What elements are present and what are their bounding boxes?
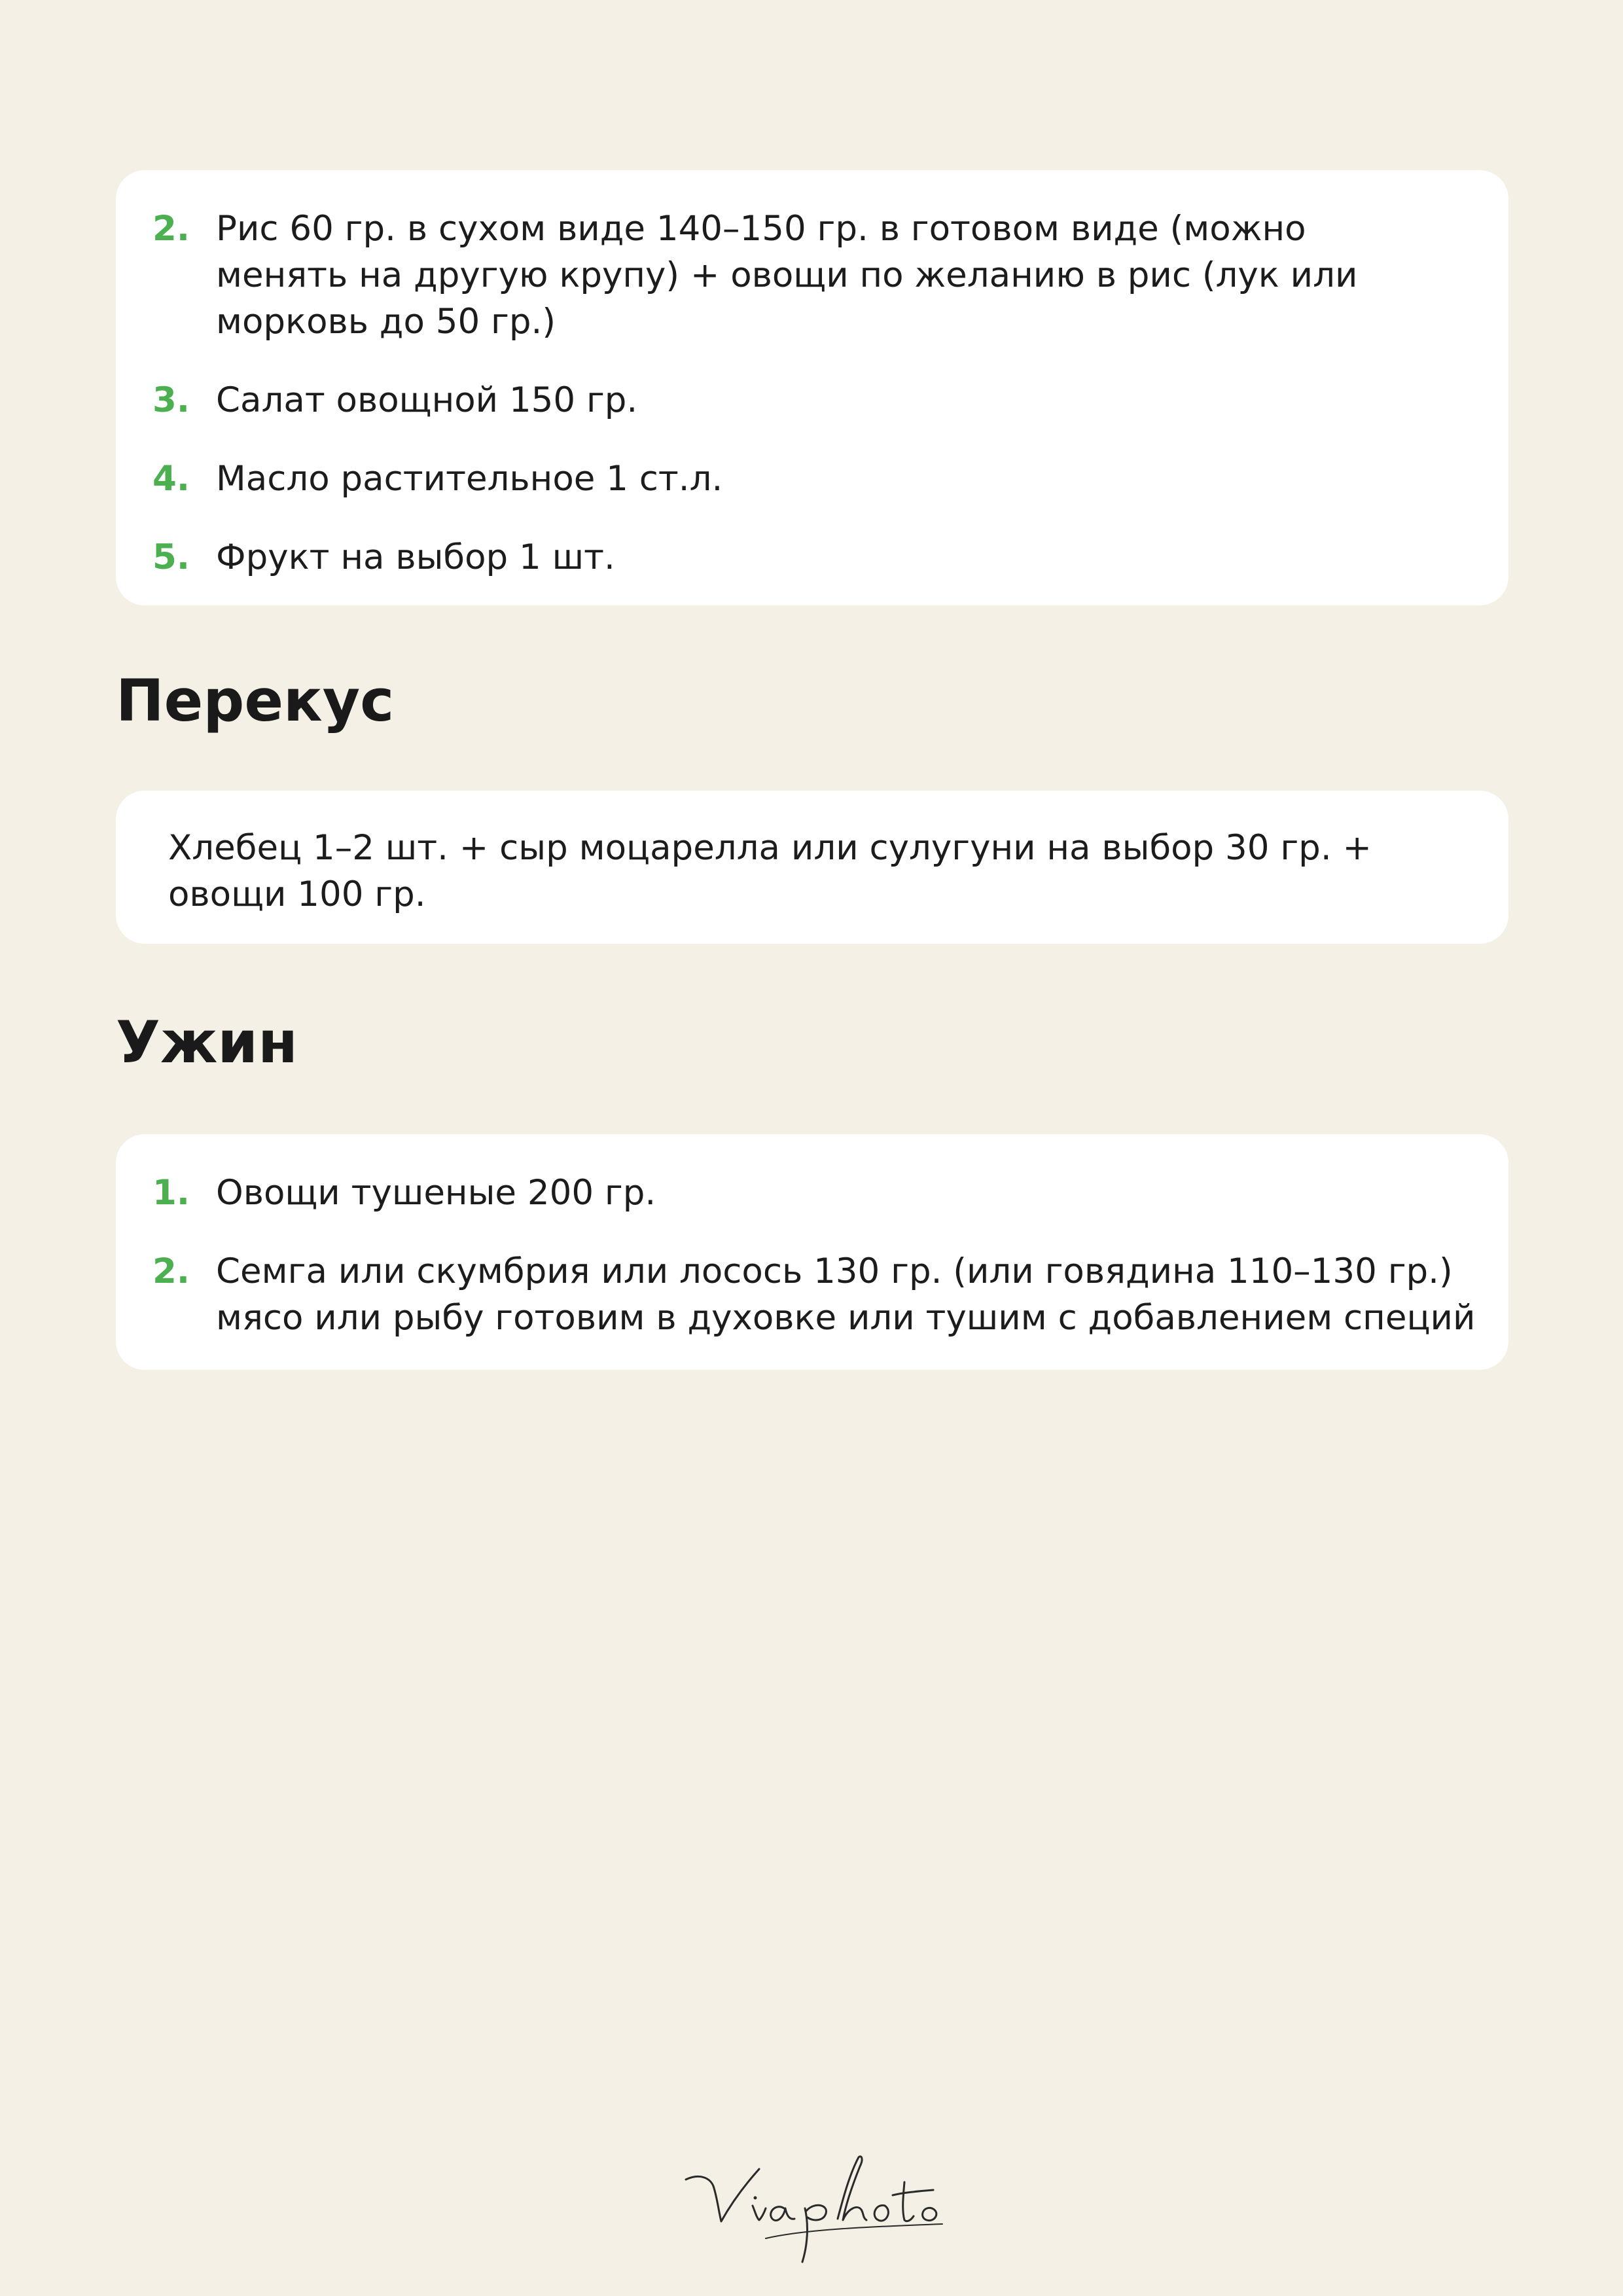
list-item-number: 1. — [152, 1173, 190, 1213]
list-item-number: 3. — [152, 380, 190, 420]
snack-text: Хлебец 1–2 шт. + сыр моцарелла или сулугуни на выбор 30 гр. + овощи 100 гр. — [168, 828, 1372, 914]
list-item — [152, 1170, 1469, 1216]
list-item-number: 2. — [152, 1251, 190, 1291]
signature-logo — [674, 2140, 955, 2271]
list-item — [152, 377, 1469, 423]
list-item-number: 4. — [152, 459, 190, 499]
snack-heading: Перекус — [116, 667, 395, 734]
snack-card — [116, 791, 1508, 944]
list-item — [152, 1248, 1476, 1341]
list-item-text: Овощи тушеные 200 гр. — [216, 1173, 656, 1213]
list-item-text: Салат овощной 150 гр. — [216, 380, 638, 420]
list-item-number: 5. — [152, 537, 190, 577]
dinner-list-card — [116, 1134, 1508, 1370]
list-item-text: Рис 60 гр. в сухом виде 140–150 гр. в готовом виде (можно менять на другую крупу) + овощи по желанию в рис (лук или морковь до 50 гр.) — [216, 209, 1358, 342]
list-item-text: Фрукт на выбор 1 шт. — [216, 537, 615, 577]
list-item — [152, 534, 1469, 581]
list-item — [152, 456, 1469, 502]
dinner-heading: Ужин — [116, 1009, 298, 1076]
list-item — [152, 206, 1469, 345]
list-item-text: Масло растительное 1 ст.л. — [216, 459, 723, 499]
list-item-number: 2. — [152, 209, 190, 249]
lunch-list-card — [116, 170, 1508, 605]
list-item-text: Семга или скумбрия или лосось 130 гр. (или говядина 110–130 гр.) мясо или рыбу готовим в духовке или тушим с добавлением специй — [216, 1251, 1476, 1338]
